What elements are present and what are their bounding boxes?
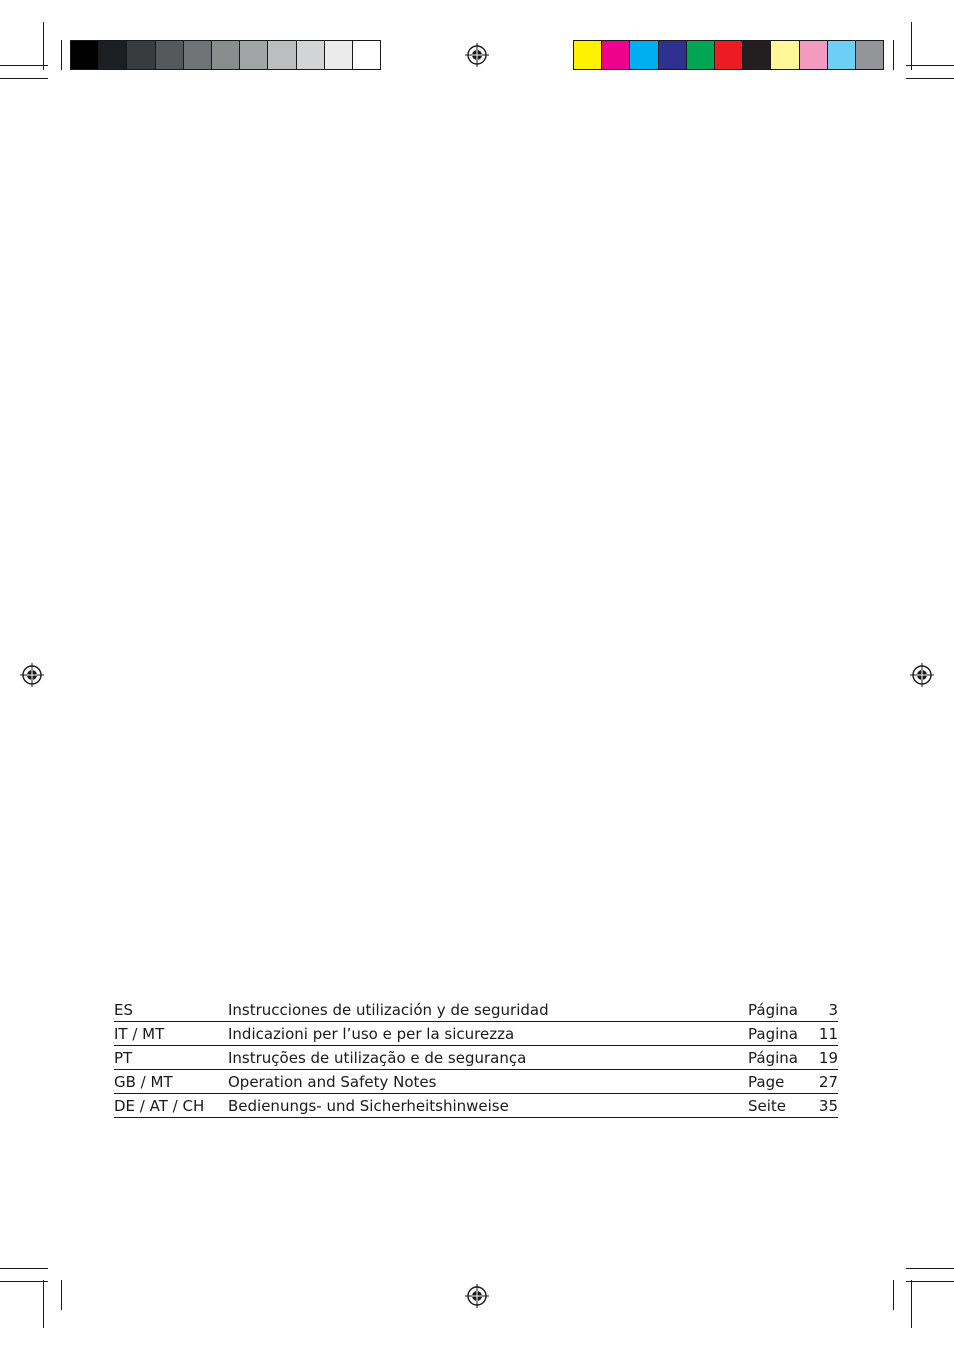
process-color-swatch [771,41,799,69]
crop-mark [61,1280,62,1310]
toc-title: Indicazioni per l’uso e per la sicurezza [228,1024,515,1043]
toc-page-number: 19 [818,1048,838,1067]
toc-page-label: Page [748,1072,785,1091]
process-color-swatch [800,41,828,69]
registration-mark-icon [465,43,489,67]
crop-mark [0,1268,48,1269]
crop-mark [906,78,954,79]
grayscale-swatch [268,41,296,69]
process-color-swatch [659,41,687,69]
crop-mark [893,1280,894,1310]
registration-mark-icon [20,663,44,687]
process-color-swatch [574,41,602,69]
grayscale-color-bar [70,40,381,70]
table-of-contents [114,998,838,1118]
toc-row-es[interactable] [114,998,838,1022]
toc-row-pt[interactable] [114,1046,838,1070]
grayscale-swatch [240,41,268,69]
registration-mark-icon [465,1284,489,1308]
process-color-swatch [743,41,771,69]
grayscale-swatch [184,41,212,69]
process-color-swatch [602,41,630,69]
toc-title: Bedienungs- und Sicherheitshinweise [228,1096,509,1115]
toc-page-label: Pagina [748,1024,798,1043]
crop-mark [0,78,48,79]
grayscale-swatch [156,41,184,69]
process-color-swatch [715,41,743,69]
process-color-swatch [630,41,658,69]
toc-title: Instruções de utilização e de segurança [228,1048,527,1067]
process-color-swatch [828,41,856,69]
crop-mark [906,65,954,66]
toc-language: PT [114,1048,133,1067]
crop-mark [906,1281,954,1282]
toc-page-number: 27 [818,1072,838,1091]
grayscale-swatch [127,41,155,69]
toc-page-label: Página [748,1048,798,1067]
grayscale-swatch [71,41,99,69]
toc-row-it-mt[interactable] [114,1022,838,1046]
toc-language: DE / AT / CH [114,1096,205,1115]
toc-row-gb-mt[interactable] [114,1070,838,1094]
grayscale-swatch [212,41,240,69]
toc-title: Instrucciones de utilización y de seguridad [228,1000,549,1019]
toc-page-label: Seite [748,1096,787,1115]
crop-mark [43,22,44,70]
toc-page-number: 11 [818,1024,838,1043]
crop-mark [43,1280,44,1328]
grayscale-swatch [297,41,325,69]
grayscale-swatch [325,41,353,69]
crop-mark [0,65,48,66]
process-color-bar [573,40,884,70]
toc-language: IT / MT [114,1024,165,1043]
crop-mark [0,1281,48,1282]
toc-language: GB / MT [114,1072,173,1091]
process-color-swatch [856,41,883,69]
grayscale-swatch [99,41,127,69]
crop-mark [893,40,894,70]
toc-page-number: 3 [828,1000,838,1019]
crop-mark [911,22,912,70]
grayscale-swatch [353,41,380,69]
toc-row-de-at-ch[interactable] [114,1094,838,1118]
toc-page-number: 35 [818,1096,838,1115]
process-color-swatch [687,41,715,69]
toc-page-label: Página [748,1000,798,1019]
registration-mark-icon [910,663,934,687]
toc-title: Operation and Safety Notes [228,1072,437,1091]
crop-mark [61,40,62,70]
crop-mark [911,1280,912,1328]
crop-mark [906,1268,954,1269]
toc-language: ES [114,1000,133,1019]
